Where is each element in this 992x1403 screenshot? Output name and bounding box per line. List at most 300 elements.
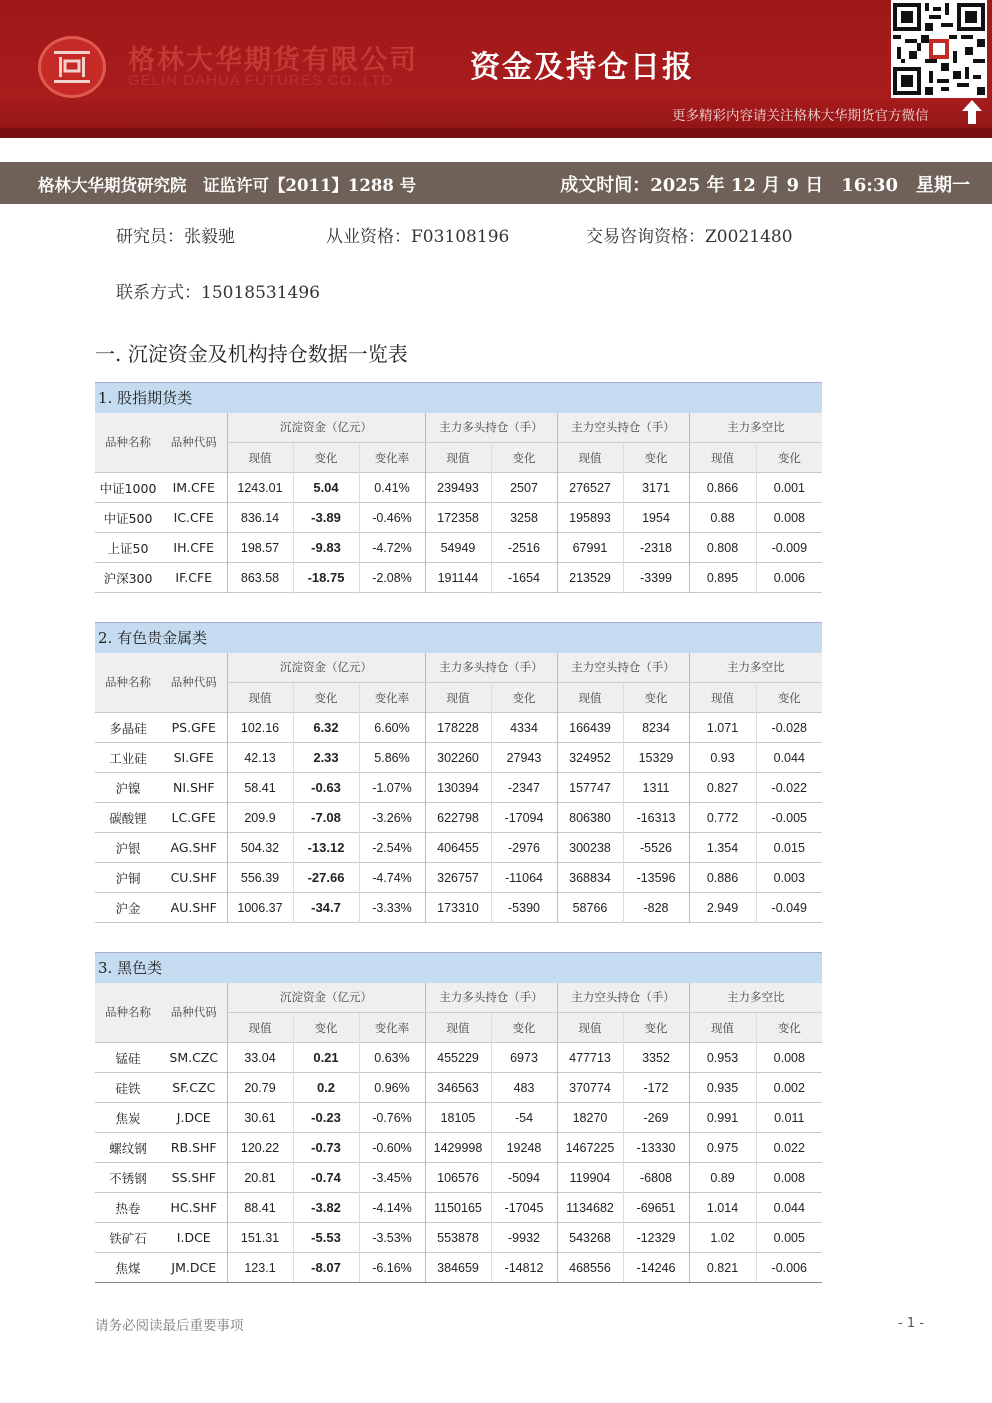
data-table-metals: [95, 622, 822, 953]
cell-name: 锰硅: [95, 1043, 161, 1073]
cell-fund-change: -13.12: [293, 833, 359, 863]
cell-fund-current: 198.57: [227, 533, 293, 563]
cell-short-change: 1311: [623, 773, 689, 803]
cell-long-current: 346563: [425, 1073, 491, 1103]
cell-code: HC.SHF: [161, 1193, 227, 1223]
table-row: [95, 563, 822, 593]
cell-ratio-change: -0.022: [756, 773, 822, 803]
cell-fund-rate: -2.08%: [359, 563, 425, 593]
wechat-qr-code-icon: [891, 0, 987, 98]
cell-fund-current: 120.22: [227, 1133, 293, 1163]
header-group-row: [95, 653, 822, 683]
cell-ratio-change: 0.008: [756, 1043, 822, 1073]
cell-fund-change: 0.21: [293, 1043, 359, 1073]
contact-info: 联系方式：15018531496: [116, 283, 320, 303]
arrow-up-icon: [962, 100, 982, 124]
cell-short-change: -3399: [623, 563, 689, 593]
cell-name: 中证1000: [95, 473, 161, 503]
col-header-code: 品种代码: [161, 413, 227, 473]
cell-long-change: -1654: [491, 563, 557, 593]
cell-ratio-current: 0.895: [689, 563, 756, 593]
category-title: 2. 有色贵金属类: [95, 623, 822, 653]
cell-long-current: 1429998: [425, 1133, 491, 1163]
col-group-fund: 沉淀资金（亿元）: [227, 983, 425, 1013]
company-name-en: GELIN DAHUA FUTURES CO.,LTD: [128, 72, 394, 89]
cell-name: 碳酸锂: [95, 803, 161, 833]
cell-code: IC.CFE: [161, 503, 227, 533]
cell-code: I.DCE: [161, 1223, 227, 1253]
cell-short-current: 324952: [557, 743, 623, 773]
cell-ratio-change: 0.044: [756, 1193, 822, 1223]
col-header-change-rate: 变化率: [359, 1013, 425, 1043]
cell-long-change: -5390: [491, 893, 557, 923]
col-header-code: 品种代码: [161, 983, 227, 1043]
cell-short-change: -5526: [623, 833, 689, 863]
cell-code: NI.SHF: [161, 773, 227, 803]
cell-fund-change: -7.08: [293, 803, 359, 833]
table-row: [95, 503, 822, 533]
cell-fund-current: 151.31: [227, 1223, 293, 1253]
cell-short-current: 157747: [557, 773, 623, 803]
cell-ratio-current: 0.821: [689, 1253, 756, 1283]
table-row: [95, 773, 822, 803]
cell-long-change: 3258: [491, 503, 557, 533]
cell-fund-change: 5.04: [293, 473, 359, 503]
table-row: [95, 803, 822, 833]
cell-fund-change: -34.7: [293, 893, 359, 923]
cell-short-current: 119904: [557, 1163, 623, 1193]
cell-fund-current: 123.1: [227, 1253, 293, 1283]
cell-short-current: 195893: [557, 503, 623, 533]
col-header-change: 变化: [491, 683, 557, 713]
cell-ratio-change: 0.006: [756, 563, 822, 593]
cell-fund-change: -0.74: [293, 1163, 359, 1193]
cell-fund-current: 1006.37: [227, 893, 293, 923]
table-row: [95, 1253, 822, 1283]
cell-fund-rate: 0.41%: [359, 473, 425, 503]
cell-code: SS.SHF: [161, 1163, 227, 1193]
category-row: [95, 953, 822, 983]
cell-long-current: 130394: [425, 773, 491, 803]
cell-ratio-current: 0.772: [689, 803, 756, 833]
cell-fund-rate: 0.96%: [359, 1073, 425, 1103]
cell-fund-change: -9.83: [293, 533, 359, 563]
cell-long-current: 326757: [425, 863, 491, 893]
table-row: [95, 833, 822, 863]
table-row: [95, 743, 822, 773]
cell-fund-rate: -4.14%: [359, 1193, 425, 1223]
cell-code: SM.CZC: [161, 1043, 227, 1073]
cell-short-current: 1467225: [557, 1133, 623, 1163]
cell-fund-rate: -4.74%: [359, 863, 425, 893]
data-table-ferrous: [95, 952, 822, 1283]
col-header-name: 品种名称: [95, 983, 161, 1043]
col-group-long: 主力多头持仓（手）: [425, 653, 557, 683]
col-group-long: 主力多头持仓（手）: [425, 983, 557, 1013]
cell-fund-current: 88.41: [227, 1193, 293, 1223]
cell-name: 沪镍: [95, 773, 161, 803]
col-group-fund: 沉淀资金（亿元）: [227, 653, 425, 683]
col-header-change: 变化: [756, 443, 822, 473]
cell-long-change: -2976: [491, 833, 557, 863]
cell-long-current: 455229: [425, 1043, 491, 1073]
cell-long-change: -5094: [491, 1163, 557, 1193]
cell-short-change: 1954: [623, 503, 689, 533]
cell-fund-current: 836.14: [227, 503, 293, 533]
cell-ratio-current: 0.886: [689, 863, 756, 893]
cell-fund-current: 863.58: [227, 563, 293, 593]
report-meta-band: [0, 162, 992, 204]
cell-long-current: 239493: [425, 473, 491, 503]
cell-fund-rate: -0.46%: [359, 503, 425, 533]
cell-fund-change: 2.33: [293, 743, 359, 773]
table-spacer-row: [95, 923, 822, 953]
cell-short-current: 166439: [557, 713, 623, 743]
report-datetime: 成文时间：2025 年 12 月 9 日 16:30 星期一: [560, 175, 970, 196]
cell-name: 沪铜: [95, 863, 161, 893]
col-header-current: 现值: [689, 1013, 756, 1043]
cell-ratio-current: 0.935: [689, 1073, 756, 1103]
cell-fund-rate: -3.33%: [359, 893, 425, 923]
col-header-current: 现值: [227, 443, 293, 473]
cell-code: PS.GFE: [161, 713, 227, 743]
cell-fund-change: -8.07: [293, 1253, 359, 1283]
cell-fund-change: -0.73: [293, 1133, 359, 1163]
cell-name: 焦炭: [95, 1103, 161, 1133]
table-spacer-row: [95, 593, 822, 623]
col-header-current: 现值: [557, 443, 623, 473]
cell-fund-current: 20.81: [227, 1163, 293, 1193]
cell-code: IH.CFE: [161, 533, 227, 563]
col-header-change: 变化: [623, 443, 689, 473]
cell-ratio-change: 0.044: [756, 743, 822, 773]
cell-short-change: -12329: [623, 1223, 689, 1253]
category-title: 3. 黑色类: [95, 953, 822, 983]
table-row: [95, 1163, 822, 1193]
section-title: 一. 沉淀资金及机构持仓数据一览表: [95, 342, 408, 366]
cell-name: 工业硅: [95, 743, 161, 773]
cell-long-change: -14812: [491, 1253, 557, 1283]
spacer-cell: [95, 923, 822, 953]
cell-fund-rate: 5.86%: [359, 743, 425, 773]
cell-fund-change: -0.23: [293, 1103, 359, 1133]
col-header-current: 现值: [689, 443, 756, 473]
cell-short-current: 806380: [557, 803, 623, 833]
cell-ratio-current: 1.071: [689, 713, 756, 743]
cell-name: 沪金: [95, 893, 161, 923]
col-header-change-rate: 变化率: [359, 683, 425, 713]
cell-long-change: -54: [491, 1103, 557, 1133]
cell-short-current: 368834: [557, 863, 623, 893]
cell-code: SI.GFE: [161, 743, 227, 773]
cell-long-current: 622798: [425, 803, 491, 833]
cell-fund-current: 30.61: [227, 1103, 293, 1133]
cell-ratio-current: 0.953: [689, 1043, 756, 1073]
cell-long-change: 483: [491, 1073, 557, 1103]
cell-long-current: 178228: [425, 713, 491, 743]
cell-long-current: 384659: [425, 1253, 491, 1283]
cell-long-current: 54949: [425, 533, 491, 563]
cell-short-change: -172: [623, 1073, 689, 1103]
cell-code: LC.GFE: [161, 803, 227, 833]
cell-fund-current: 504.32: [227, 833, 293, 863]
cell-short-change: -13330: [623, 1133, 689, 1163]
cell-ratio-change: 0.008: [756, 503, 822, 533]
table-row: [95, 1043, 822, 1073]
table-row: [95, 1193, 822, 1223]
header-group-row: [95, 983, 822, 1013]
col-group-short: 主力空头持仓（手）: [557, 413, 689, 443]
cell-short-current: 67991: [557, 533, 623, 563]
cell-long-change: -2347: [491, 773, 557, 803]
cell-ratio-current: 0.88: [689, 503, 756, 533]
cell-ratio-change: 0.011: [756, 1103, 822, 1133]
cell-fund-rate: -1.07%: [359, 773, 425, 803]
cell-long-current: 106576: [425, 1163, 491, 1193]
cell-short-change: -269: [623, 1103, 689, 1133]
cell-ratio-current: 0.866: [689, 473, 756, 503]
col-header-code: 品种代码: [161, 653, 227, 713]
cell-code: SF.CZC: [161, 1073, 227, 1103]
cell-long-change: 4334: [491, 713, 557, 743]
table-row: [95, 893, 822, 923]
practice-qualification: 从业资格：F03108196: [326, 227, 510, 247]
cell-short-change: -14246: [623, 1253, 689, 1283]
cell-short-change: 3352: [623, 1043, 689, 1073]
cell-fund-rate: -2.54%: [359, 833, 425, 863]
col-group-ratio: 主力多空比: [689, 413, 822, 443]
cell-ratio-current: 0.991: [689, 1103, 756, 1133]
cell-ratio-change: -0.005: [756, 803, 822, 833]
cell-short-change: -69651: [623, 1193, 689, 1223]
col-group-ratio: 主力多空比: [689, 983, 822, 1013]
cell-fund-current: 1243.01: [227, 473, 293, 503]
cell-short-change: 8234: [623, 713, 689, 743]
cell-name: 螺纹钢: [95, 1133, 161, 1163]
cell-short-current: 300238: [557, 833, 623, 863]
category-row: [95, 383, 822, 413]
header-bottom-stripe: [0, 128, 992, 138]
cell-code: IM.CFE: [161, 473, 227, 503]
cell-ratio-change: 0.008: [756, 1163, 822, 1193]
company-logo-icon: [38, 36, 106, 98]
cell-code: AG.SHF: [161, 833, 227, 863]
cell-ratio-current: 2.949: [689, 893, 756, 923]
col-header-change-rate: 变化率: [359, 443, 425, 473]
cell-short-current: 468556: [557, 1253, 623, 1283]
cell-fund-change: -5.53: [293, 1223, 359, 1253]
table-row: [95, 473, 822, 503]
category-row: [95, 623, 822, 653]
cell-short-change: 15329: [623, 743, 689, 773]
cell-code: J.DCE: [161, 1103, 227, 1133]
cell-long-change: -9932: [491, 1223, 557, 1253]
page-number: - 1 -: [898, 1316, 924, 1331]
cell-long-change: 6973: [491, 1043, 557, 1073]
table-row: [95, 1223, 822, 1253]
cell-short-change: -6808: [623, 1163, 689, 1193]
cell-fund-change: 6.32: [293, 713, 359, 743]
col-header-change: 变化: [623, 1013, 689, 1043]
cell-code: RB.SHF: [161, 1133, 227, 1163]
cell-fund-rate: -0.60%: [359, 1133, 425, 1163]
company-name-cn: 格林大华期货有限公司: [128, 45, 418, 76]
col-header-change: 变化: [293, 1013, 359, 1043]
cell-long-current: 553878: [425, 1223, 491, 1253]
cell-long-change: -17045: [491, 1193, 557, 1223]
cell-fund-current: 42.13: [227, 743, 293, 773]
cell-short-current: 1134682: [557, 1193, 623, 1223]
col-header-name: 品种名称: [95, 413, 161, 473]
cell-fund-current: 20.79: [227, 1073, 293, 1103]
cell-short-change: 3171: [623, 473, 689, 503]
consult-qualification: 交易咨询资格：Z0021480: [586, 227, 793, 247]
table-row: [95, 713, 822, 743]
cell-long-current: 173310: [425, 893, 491, 923]
col-header-current: 现值: [425, 683, 491, 713]
cell-long-current: 406455: [425, 833, 491, 863]
cell-short-current: 213529: [557, 563, 623, 593]
cell-short-current: 370774: [557, 1073, 623, 1103]
cell-ratio-current: 0.975: [689, 1133, 756, 1163]
cell-ratio-current: 0.827: [689, 773, 756, 803]
cell-code: CU.SHF: [161, 863, 227, 893]
institute-license: 格林大华期货研究院 证监许可【2011】1288 号: [38, 176, 417, 195]
spacer-cell: [95, 593, 822, 623]
cell-short-current: 276527: [557, 473, 623, 503]
cell-ratio-current: 1.354: [689, 833, 756, 863]
cell-long-current: 172358: [425, 503, 491, 533]
col-header-current: 现值: [557, 683, 623, 713]
col-header-current: 现值: [557, 1013, 623, 1043]
cell-short-current: 543268: [557, 1223, 623, 1253]
col-group-short: 主力空头持仓（手）: [557, 983, 689, 1013]
col-group-short: 主力空头持仓（手）: [557, 653, 689, 683]
cell-fund-change: -18.75: [293, 563, 359, 593]
cell-ratio-change: -0.049: [756, 893, 822, 923]
cell-short-change: -13596: [623, 863, 689, 893]
cell-short-change: -16313: [623, 803, 689, 833]
cell-short-current: 58766: [557, 893, 623, 923]
disclaimer-note: 请务必阅读最后重要事项: [95, 1318, 244, 1334]
cell-long-change: -2516: [491, 533, 557, 563]
follow-wechat-text: 更多精彩内容请关注格林大华期货官方微信: [672, 108, 929, 124]
col-header-current: 现值: [425, 443, 491, 473]
cell-name: 焦煤: [95, 1253, 161, 1283]
cell-name: 沪深300: [95, 563, 161, 593]
cell-fund-rate: 6.60%: [359, 713, 425, 743]
cell-short-change: -2318: [623, 533, 689, 563]
data-table-index-futures: [95, 382, 822, 623]
cell-ratio-current: 0.93: [689, 743, 756, 773]
cell-ratio-change: 0.001: [756, 473, 822, 503]
table-row: [95, 1103, 822, 1133]
cell-long-change: 27943: [491, 743, 557, 773]
cell-ratio-change: 0.022: [756, 1133, 822, 1163]
cell-name: 沪银: [95, 833, 161, 863]
report-title: 资金及持仓日报: [470, 50, 694, 85]
cell-fund-change: 0.2: [293, 1073, 359, 1103]
cell-fund-change: -3.89: [293, 503, 359, 533]
table-row: [95, 1073, 822, 1103]
table-row: [95, 533, 822, 563]
cell-name: 热卷: [95, 1193, 161, 1223]
cell-short-change: -828: [623, 893, 689, 923]
cell-short-current: 477713: [557, 1043, 623, 1073]
col-header-change: 变化: [623, 683, 689, 713]
col-header-change: 变化: [756, 683, 822, 713]
cell-fund-rate: 0.63%: [359, 1043, 425, 1073]
cell-fund-current: 209.9: [227, 803, 293, 833]
cell-long-current: 191144: [425, 563, 491, 593]
cell-ratio-change: 0.015: [756, 833, 822, 863]
col-header-change: 变化: [491, 443, 557, 473]
col-header-change: 变化: [293, 683, 359, 713]
cell-fund-current: 556.39: [227, 863, 293, 893]
cell-fund-rate: -3.26%: [359, 803, 425, 833]
cell-long-change: 2507: [491, 473, 557, 503]
cell-ratio-change: -0.009: [756, 533, 822, 563]
researcher-name: 研究员：张毅驰: [116, 227, 235, 247]
cell-code: AU.SHF: [161, 893, 227, 923]
cell-long-change: 19248: [491, 1133, 557, 1163]
header-group-row: [95, 413, 822, 443]
col-header-name: 品种名称: [95, 653, 161, 713]
cell-fund-rate: -3.53%: [359, 1223, 425, 1253]
category-title: 1. 股指期货类: [95, 383, 822, 413]
col-header-change: 变化: [293, 443, 359, 473]
cell-ratio-change: -0.028: [756, 713, 822, 743]
cell-fund-change: -3.82: [293, 1193, 359, 1223]
cell-ratio-current: 1.02: [689, 1223, 756, 1253]
cell-ratio-current: 1.014: [689, 1193, 756, 1223]
col-group-long: 主力多头持仓（手）: [425, 413, 557, 443]
table-row: [95, 1133, 822, 1163]
cell-fund-rate: -4.72%: [359, 533, 425, 563]
col-header-change: 变化: [491, 1013, 557, 1043]
cell-ratio-change: -0.006: [756, 1253, 822, 1283]
col-header-current: 现值: [227, 683, 293, 713]
cell-long-current: 1150165: [425, 1193, 491, 1223]
cell-long-current: 302260: [425, 743, 491, 773]
cell-name: 上证50: [95, 533, 161, 563]
cell-long-current: 18105: [425, 1103, 491, 1133]
cell-short-current: 18270: [557, 1103, 623, 1133]
cell-fund-rate: -3.45%: [359, 1163, 425, 1193]
cell-fund-current: 33.04: [227, 1043, 293, 1073]
cell-ratio-change: 0.003: [756, 863, 822, 893]
col-header-change: 变化: [756, 1013, 822, 1043]
cell-fund-rate: -0.76%: [359, 1103, 425, 1133]
cell-fund-current: 102.16: [227, 713, 293, 743]
cell-name: 硅铁: [95, 1073, 161, 1103]
cell-fund-current: 58.41: [227, 773, 293, 803]
cell-long-change: -17094: [491, 803, 557, 833]
col-header-current: 现值: [689, 683, 756, 713]
col-group-ratio: 主力多空比: [689, 653, 822, 683]
cell-name: 不锈钢: [95, 1163, 161, 1193]
cell-code: IF.CFE: [161, 563, 227, 593]
cell-code: JM.DCE: [161, 1253, 227, 1283]
cell-fund-change: -0.63: [293, 773, 359, 803]
cell-name: 多晶硅: [95, 713, 161, 743]
col-header-current: 现值: [227, 1013, 293, 1043]
table-row: [95, 863, 822, 893]
cell-ratio-change: 0.005: [756, 1223, 822, 1253]
col-group-fund: 沉淀资金（亿元）: [227, 413, 425, 443]
cell-ratio-current: 0.808: [689, 533, 756, 563]
cell-fund-change: -27.66: [293, 863, 359, 893]
